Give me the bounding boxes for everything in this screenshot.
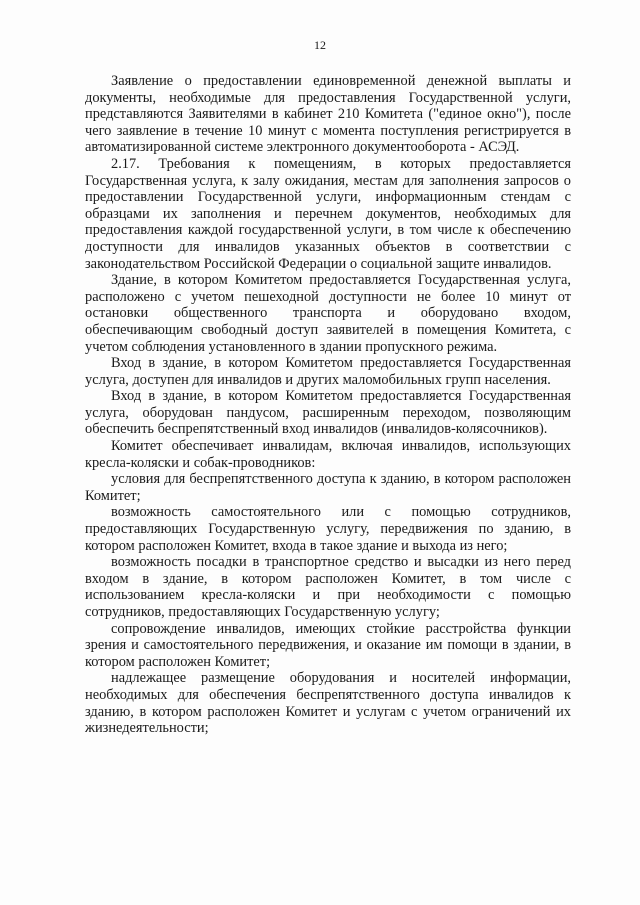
page-number: 12 bbox=[314, 38, 326, 52]
paragraph-access-conditions: условия для беспрепятственного доступа к зданию, в котором расположен Комитет; bbox=[85, 471, 571, 504]
paragraph-entrance-accessible: Вход в здание, в котором Комитетом предоставляется Государственная услуга, доступен для инвалидов и других маломобильных групп населения. bbox=[85, 355, 571, 388]
paragraph-2-17-premises-requirements: 2.17. Требования к помещениям, в которых предоставляется Государственная услуга, к залу ожидания, местам для заполнения запросов о предоставлении Государственной услуги, информационным стендам с образцами их заполнения и перечнем документов, необходимых для предоставления каждой государственной услуги, в том числе к обеспечению доступности для инвалидов указанных объектов в соответствии с законодательством Российской Федерации о социальной защите инвалидов. bbox=[85, 155, 571, 272]
document-body bbox=[85, 73, 571, 737]
paragraph-transport-boarding: возможность посадки в транспортное средство и высадки из него перед входом в здание, в котором расположен Комитет, в том числе с использованием кресла-коляски и при необходимости с помощью сотрудников, предоставляющих Государственную услугу; bbox=[85, 554, 571, 620]
paragraph-application-submission: Заявление о предоставлении единовременной денежной выплаты и документы, необходимые для предоставления Государственной услуги, представляются Заявителями в кабинет 210 Комитета ("единое окно"), после чего заявление в течение 10 минут с момента поступления регистрируется в автоматизированной системе электронного документооборота - АСЭД. bbox=[85, 73, 571, 156]
paragraph-committee-provides: Комитет обеспечивает инвалидам, включая инвалидов, использующих кресла-коляски и собак-проводников: bbox=[85, 438, 571, 471]
paragraph-movement-possibility: возможность самостоятельного или с помощью сотрудников, предоставляющих Государственную услугу, передвижения по зданию, в котором расположен Комитет, входа в такое здание и выхода из него; bbox=[85, 504, 571, 554]
paragraph-escort-assistance: сопровождение инвалидов, имеющих стойкие расстройства функции зрения и самостоятельного передвижения, и оказание им помощи в здании, в котором расположен Комитет; bbox=[85, 620, 571, 670]
paragraph-building-location: Здание, в котором Комитетом предоставляется Государственная услуга, расположено с учетом пешеходной доступности не более 10 минут от остановки общественного транспорта и оборудовано входом, обеспечивающим свободный доступ заявителей в помещения Комитета, с учетом соблюдения установленного в здании пропускного режима. bbox=[85, 272, 571, 355]
paragraph-equipment-placement: надлежащее размещение оборудования и носителей информации, необходимых для обеспечения беспрепятственного доступа инвалидов к зданию, в котором расположен Комитет и услугам с учетом ограничений их жизнедеятельности; bbox=[85, 670, 571, 737]
paragraph-entrance-ramp: Вход в здание, в котором Комитетом предоставляется Государственная услуга, оборудован пандусом, расширенным переходом, позволяющим обеспечить беспрепятственный вход инвалидов (инвалидов-колясочников). bbox=[85, 388, 571, 438]
